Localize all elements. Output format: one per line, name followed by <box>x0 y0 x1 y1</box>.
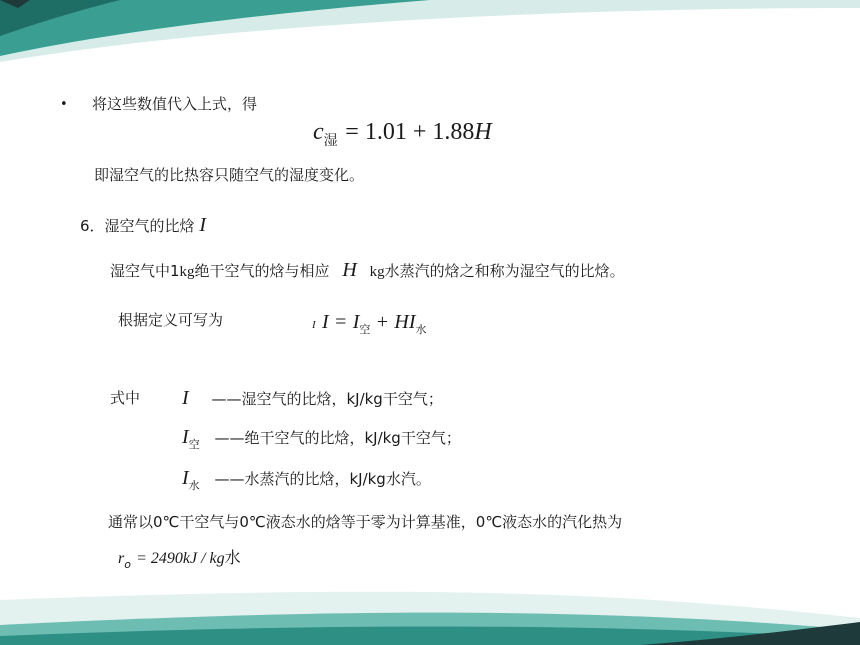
bullet: • <box>60 97 68 112</box>
formula2-term1: I <box>352 311 360 333</box>
legend-item-sub: 空 <box>188 438 200 451</box>
section-heading <box>80 213 206 237</box>
formula3-lhs-sub: o <box>124 558 131 571</box>
legend-item <box>182 386 443 411</box>
definition-symbol: H <box>342 259 357 281</box>
formula2-lhs: I <box>322 311 329 333</box>
section-number: 6． <box>80 217 105 235</box>
legend-item-desc: ——绝干空气的比焓，kJ/kg干空气； <box>214 429 461 447</box>
legend-item-desc: ——湿空气的比焓，kJ/kg干空气； <box>211 390 443 408</box>
intro-text: 将这些数值代入上式，得 <box>92 95 258 113</box>
bottom-wave-decoration <box>0 570 860 645</box>
formula2-label: 根据定义可写为 <box>118 311 224 329</box>
formula1-lhs: c <box>313 119 324 145</box>
formula2-term1-sub: 空 <box>359 323 371 336</box>
formula2-term2: HI <box>394 311 416 333</box>
formula-specific-heat <box>313 117 492 149</box>
formula2-tiny: I <box>312 319 316 331</box>
legend-item-symbol: I <box>182 426 189 448</box>
formula2-plus: + <box>376 311 389 333</box>
legend-item <box>182 425 461 450</box>
formula1-lhs-sub: 湿 <box>323 133 338 149</box>
formula1-rhs: = 1.01 + 1.88 <box>345 119 475 145</box>
legend-item-sub: 水 <box>188 479 200 492</box>
formula1-var: H <box>474 119 492 145</box>
formula-enthalpy <box>312 309 426 337</box>
formula2-term2-sub: 水 <box>415 323 427 336</box>
top-wave-decoration <box>0 0 860 70</box>
basis-text: 通常以0℃干空气与0℃液态水的焓等于零为计算基准，0℃液态水的汽化热为 <box>108 513 623 531</box>
definition-unit1: kg <box>179 264 195 280</box>
formula-latent-heat <box>118 548 241 570</box>
formula3-tail: 水 <box>224 548 241 567</box>
legend-item-symbol: I <box>182 387 189 409</box>
formula3-lhs: r <box>118 550 125 567</box>
formula2-eq: = <box>335 311 347 333</box>
definition-text <box>110 258 625 282</box>
section-symbol: I <box>199 214 207 236</box>
definition-part2: 绝干空气的焓与相应 <box>194 262 330 280</box>
legend-label: 式中 <box>110 389 141 407</box>
note-text: 即湿空气的比热容只随空气的湿度变化。 <box>94 166 365 184</box>
formula3-rhs: = 2490kJ / kg <box>136 550 225 567</box>
definition-part3: 水蒸汽的焓之和称为湿空气的比焓。 <box>384 262 625 280</box>
legend-item <box>182 466 431 491</box>
definition-part1: 湿空气中1 <box>110 262 180 280</box>
legend-item-desc: ——水蒸汽的比焓，kJ/kg水汽。 <box>214 470 431 488</box>
section-title: 湿空气的比焓 <box>104 217 195 235</box>
legend-item-symbol: I <box>182 467 189 489</box>
definition-unit2: kg <box>369 264 385 280</box>
